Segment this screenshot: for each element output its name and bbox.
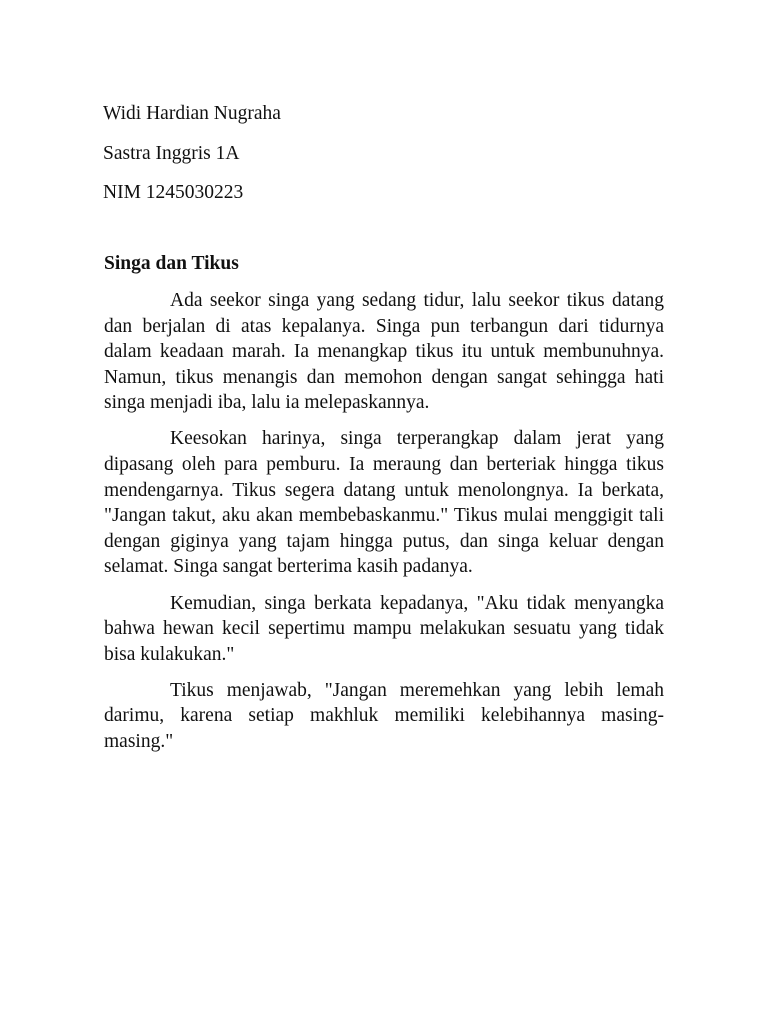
paragraph-2: Keesokan harinya, singa terperangkap dalam jerat yang dipasang oleh para pemburu. Ia meraung dan berteriak hingga tikus mendengarnya. Tikus segera datang untuk menolongnya. Ia berkata, "Jangan takut, aku akan membebaskanmu." Tikus mulai menggigit tali dengan giginya yang tajam hingga putus, dan singa keluar dengan selamat. Singa sangat berterima kasih padanya. bbox=[104, 428, 664, 578]
story-title: Singa dan Tikus bbox=[104, 253, 239, 274]
paragraph-3: Kemudian, singa berkata kepadanya, "Aku tidak menyangka bahwa hewan kecil sepertimu mampu melakukan sesuatu yang tidak bisa kulakukan." bbox=[104, 592, 664, 665]
story-body bbox=[104, 288, 664, 765]
author-name: Widi Hardian Nugraha bbox=[103, 103, 281, 124]
student-id: NIM 1245030223 bbox=[103, 182, 244, 203]
class-name: Sastra Inggris 1A bbox=[103, 143, 240, 164]
paragraph-1: Ada seekor singa yang sedang tidur, lalu seekor tikus datang dan berjalan di atas kepalanya. Singa pun terbangun dari tidurnya dalam keadaan marah. Ia menangkap tikus itu untuk membunuhnya. Namun, tikus menangis dan memohon dengan sangat sehingga hati singa menjadi iba, lalu ia melepaskannya. bbox=[104, 290, 664, 414]
paragraph-4: Tikus menjawab, "Jangan meremehkan yang lebih lemah darimu, karena setiap makhluk memiliki kelebihannya masing-masing." bbox=[104, 679, 664, 752]
